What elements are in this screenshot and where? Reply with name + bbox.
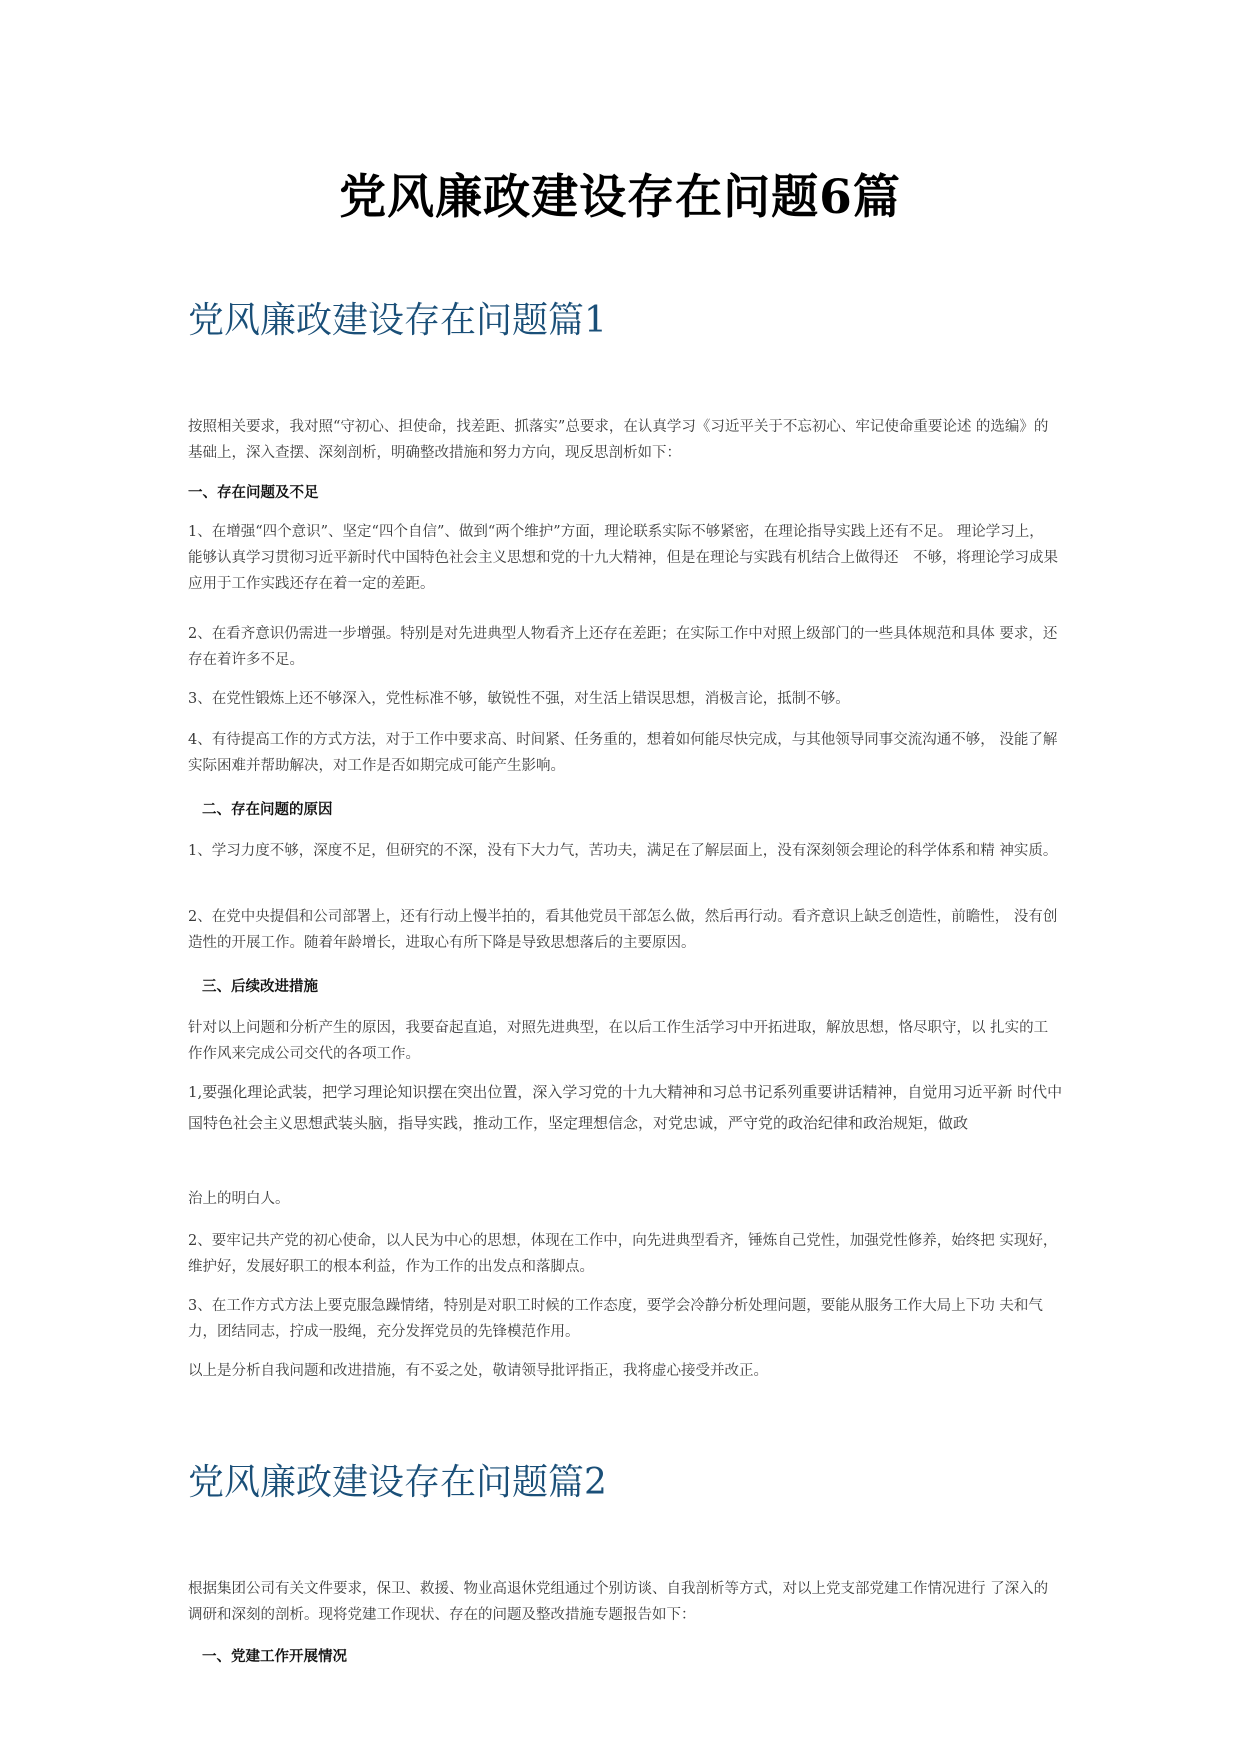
section-1-title: 党风廉政建设存在问题篇1	[188, 300, 607, 341]
problem-paragraph-2: 2、在看齐意识仍需进一步增强。特别是对先进典型人物看齐上还存在差距；在实际工作中对照上级部门的一些具体规范和具体 要求，还存在着许多不足。	[188, 626, 1058, 668]
measure-intro-paragraph: 针对以上问题和分析产生的原因，我要奋起直追，对照先进典型，在以后工作生活学习中开拓进取，解放思想，恪尽职守，以 扎实的工作作风来完成公司交代的各项工作。	[188, 1020, 1049, 1062]
problem-paragraph-1: 1、在增强“四个意识”、坚定“四个自信”、做到“两个维护”方面，理论联系实际不够紧密，在理论指导实践上还有不足。 理论学习上，能够认真学习贯彻习近平新时代中国特色社会主义思想和党的十九大精神，但是在理论与实践有机结合上做得还 不够，将理论学习成果应用于工作实践还存在着一定的差距。	[188, 524, 1058, 592]
problem-paragraph-3: 3、在党性锻炼上还不够深入，党性标准不够，敏锐性不强，对生活上错误思想，消极言论，抵制不够。	[188, 691, 850, 707]
section-1-intro: 按照相关要求，我对照“守初心、担使命，找差距、抓落实”总要求，在认真学习《习近平关于不忘初心、牢记使命重要论述 的选编》的基础上，深入查摆、深刻剖析，明确整改措施和努力方向，现反思剖析如下：	[188, 419, 1049, 461]
section-1-heading-measures: 三、后续改进措施	[202, 978, 318, 995]
closing-paragraph: 以上是分析自我问题和改进措施，有不妥之处，敬请领导批评指正，我将虚心接受并改正。	[188, 1363, 768, 1379]
measure-paragraph-3: 3、在工作方式方法上要克服急躁情绪，特别是对职工时候的工作态度，要学会冷静分析处理问题，要能从服务工作大局上下功 夫和气力，团结同志，拧成一股绳，充分发挥党员的先锋模范作用。	[188, 1298, 1043, 1340]
cause-paragraph-1: 1、学习力度不够，深度不足，但研究的不深，没有下大力气，苦功夫，满足在了解层面上，没有深刻领会理论的科学体系和精 神实质。	[188, 843, 1058, 859]
section-1-heading-causes: 二、存在问题的原因	[202, 801, 333, 818]
measure-paragraph-1: 1,要强化理论武装，把学习理论知识摆在突出位置，深入学习党的十九大精神和习总书记系列重要讲话精神，自觉用习近平新 时代中国特色社会主义思想武装头脑，指导实践，推动工作，坚定理想信念，对党忠诚，严守党的政治纪律和政治规矩，做政	[188, 1083, 1063, 1132]
measure-paragraph-2: 2、要牢记共产党的初心使命，以人民为中心的思想，体现在工作中，向先进典型看齐，锤炼自己党性，加强党性修养，始终把 实现好，维护好，发展好职工的根本利益，作为工作的出发点和落脚点。	[188, 1233, 1058, 1275]
section-2-intro: 根据集团公司有关文件要求，保卫、救援、物业高退休党组通过个别访谈、自我剖析等方式，对以上党支部党建工作情况进行 了深入的调研和深刻的剖析。现将党建工作现状、存在的问题及整改措施专题报告如下：	[188, 1581, 1049, 1623]
section-2-heading-status: 一、党建工作开展情况	[202, 1648, 347, 1665]
section-1-heading-problems: 一、存在问题及不足	[188, 484, 319, 501]
section-2-title: 党风廉政建设存在问题篇2	[188, 1462, 607, 1503]
problem-paragraph-4: 4、有待提高工作的方式方法，对于工作中要求高、时间紧、任务重的，想着如何能尽快完成，与其他领导同事交流沟通不够， 没能了解实际困难并帮助解决，对工作是否如期完成可能产生影响。	[188, 732, 1058, 774]
document-title: 党风廉政建设存在问题6篇	[339, 170, 901, 225]
cause-paragraph-2: 2、在党中央提倡和公司部署上，还有行动上慢半拍的，看其他党员干部怎么做，然后再行动。看齐意识上缺乏创造性，前瞻性， 没有创造性的开展工作。随着年龄增长，进取心有所下降是导致思想落后的主要原因。	[188, 909, 1058, 951]
measure-paragraph-1-continued: 治上的明白人。	[188, 1191, 290, 1207]
